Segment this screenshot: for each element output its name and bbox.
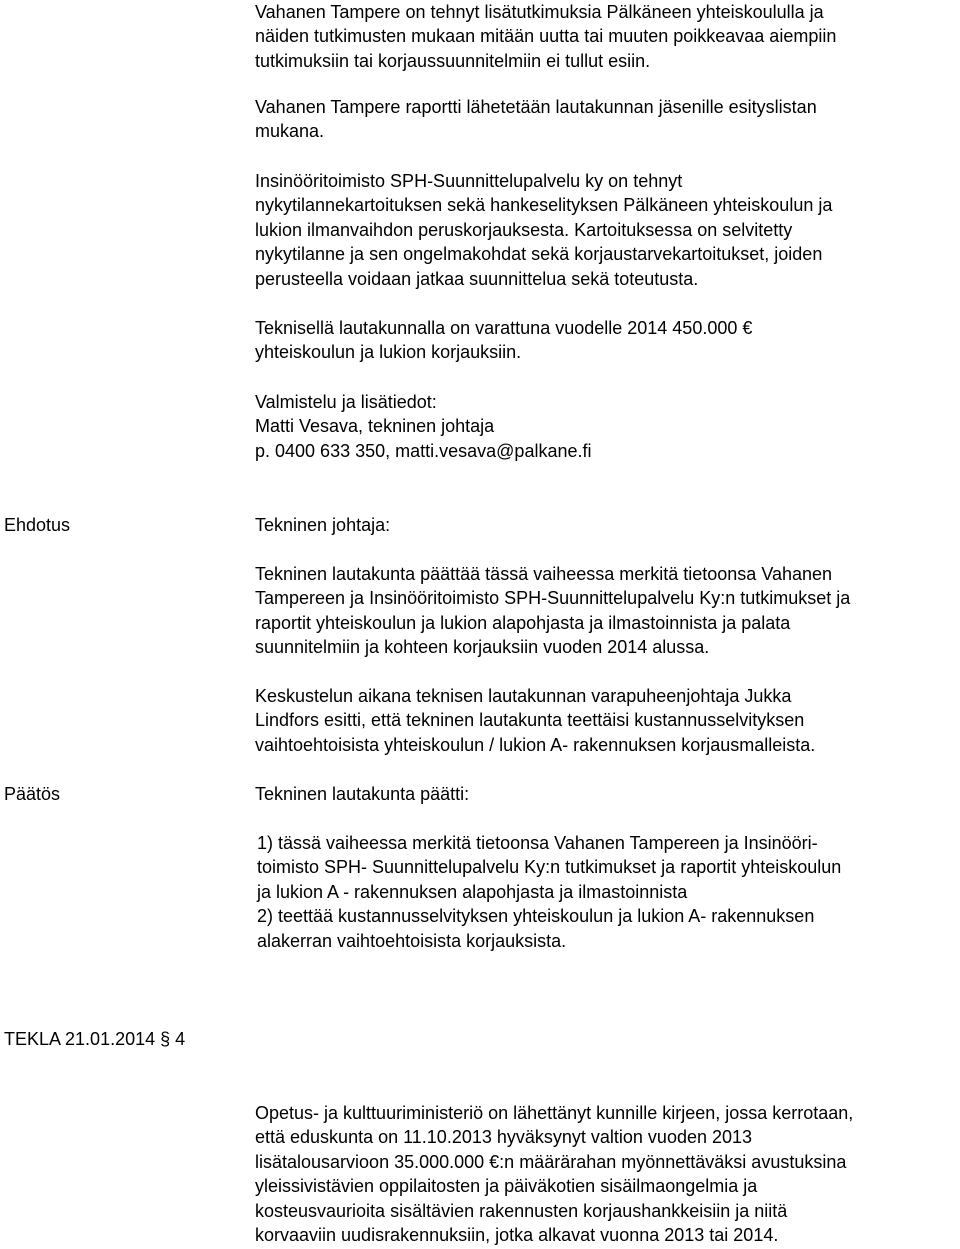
text-line: Keskustelun aikana teknisen lautakunnan varapuheenjohtaja Jukka [255,686,792,706]
text-line: suunnitelmiin ja kohteen korjauksiin vuoden 2014 alussa. [255,637,710,658]
text-line: Vahanen Tampere on tehnyt lisätutkimuksia Pälkäneen yhteiskoululla ja [255,2,824,22]
text-line: Teknisellä lautakunnalla on varattuna vuodelle 2014 450.000 € [255,318,753,338]
text-line: Tekninen lautakunta päättää tässä vaiheessa merkitä tietoonsa Vahanen [255,564,833,584]
decision-line: 1) tässä vaiheessa merkitä tietoonsa Vahanen Tampereen ja Insinööri- [257,833,818,853]
paatos-lead [255,782,960,806]
text-line: Tampereen ja Insinööritoimisto SPH-Suunnittelupalvelu Ky:n tutkimukset ja [255,588,851,609]
text-line: nykytilannekartoituksen sekä hankeselityksen Pälkäneen yhteiskoulun ja [255,195,833,216]
ehdotus-paragraph-2 [255,684,960,757]
text-line: Insinööritoimisto SPH-Suunnittelupalvelu ky on tehnyt [255,171,683,191]
tekla-section-heading: TEKLA 21.01.2014 § 4 [4,1029,186,1049]
ehdotus-label: Ehdotus [4,515,71,535]
text-line: perusteella voidaan jatkaa suunnittelua sekä toteutusta. [255,268,699,289]
text-line: vaihtoehtoisista yhteiskoulun / lukion A- rakennuksen korjausmalleista. [255,734,816,755]
decision-line: toimisto SPH- Suunnittelupalvelu Ky:n tutkimukset ja raportit yhteiskoulun [257,857,842,878]
text-line: kosteusvaurioita sisältävien rakennusten korjaushankkeisiin ja niitä [255,1200,788,1221]
text-line: lisätalousarvioon 35.000.000 €:n määrärahan myönnettäväksi avustuksina [255,1151,847,1172]
paatos-label: Päätös [4,784,61,804]
text-line: raportit yhteiskoulun ja lukion alapohjasta ja ilmastoinnista ja palata [255,612,791,633]
contact-block [255,390,960,463]
ehdotus-paragraph-1 [255,562,960,660]
text-line: yhteiskoulun ja lukion korjauksiin. [255,342,522,363]
text-line: tutkimuksiin tai korjaussuunnitelmiin ei tullut esiin. [255,50,651,71]
contact-heading: Valmistelu ja lisätiedot: [255,392,437,412]
decision-line: alakerran vaihtoehtoisista korjauksista. [257,930,567,951]
ehdotus-lead [255,513,960,537]
text-line: korvaaviin uudisrakennuksiin, jotka alkavat vuonna 2013 tai 2014. [255,1225,779,1246]
intro-paragraph-3 [255,169,960,291]
text-line: Vahanen Tampere raportti lähetetään lautakunnan jäsenille esityslistan [255,97,817,117]
decision-line: 2) teettää kustannusselvityksen yhteiskoulun ja lukion A- rakennuksen [257,906,815,927]
contact-name: Matti Vesava, tekninen johtaja [255,416,495,437]
text-line: yleissivistävien oppilaitosten ja päiväkotien sisäilmaongelmia ja [255,1176,758,1197]
text-line: näiden tutkimusten mukaan mitään uutta tai muuten poikkeavaa aiempiin [255,26,837,47]
text-line: Tekninen johtaja: [255,515,391,535]
intro-paragraph-4 [255,316,960,365]
text-line: lukion ilmanvaihdon peruskorjauksesta. Kartoituksessa on selvitetty [255,219,793,240]
intro-paragraph-2 [255,95,960,144]
text-line: Tekninen lautakunta päätti: [255,784,470,804]
text-line: Opetus- ja kulttuuriministeriö on lähettänyt kunnille kirjeen, jossa kerrotaan, [255,1103,854,1123]
contact-details: p. 0400 633 350, matti.vesava@palkane.fi [255,440,592,461]
paatos-items [257,831,960,953]
decision-line: ja lukion A - rakennuksen alapohjasta ja ilmastoinnista [257,881,688,902]
intro-paragraph-1 [255,0,960,73]
tekla-paragraph [255,1101,960,1247]
text-line: nykytilanne ja sen ongelmakohdat sekä korjaustarvekartoitukset, joiden [255,244,823,265]
text-line: että eduskunta on 11.10.2013 hyväksynyt valtion vuoden 2013 [255,1127,753,1148]
text-line: Lindfors esitti, että tekninen lautakunta teettäisi kustannusselvityksen [255,710,805,731]
text-line: mukana. [255,121,325,142]
